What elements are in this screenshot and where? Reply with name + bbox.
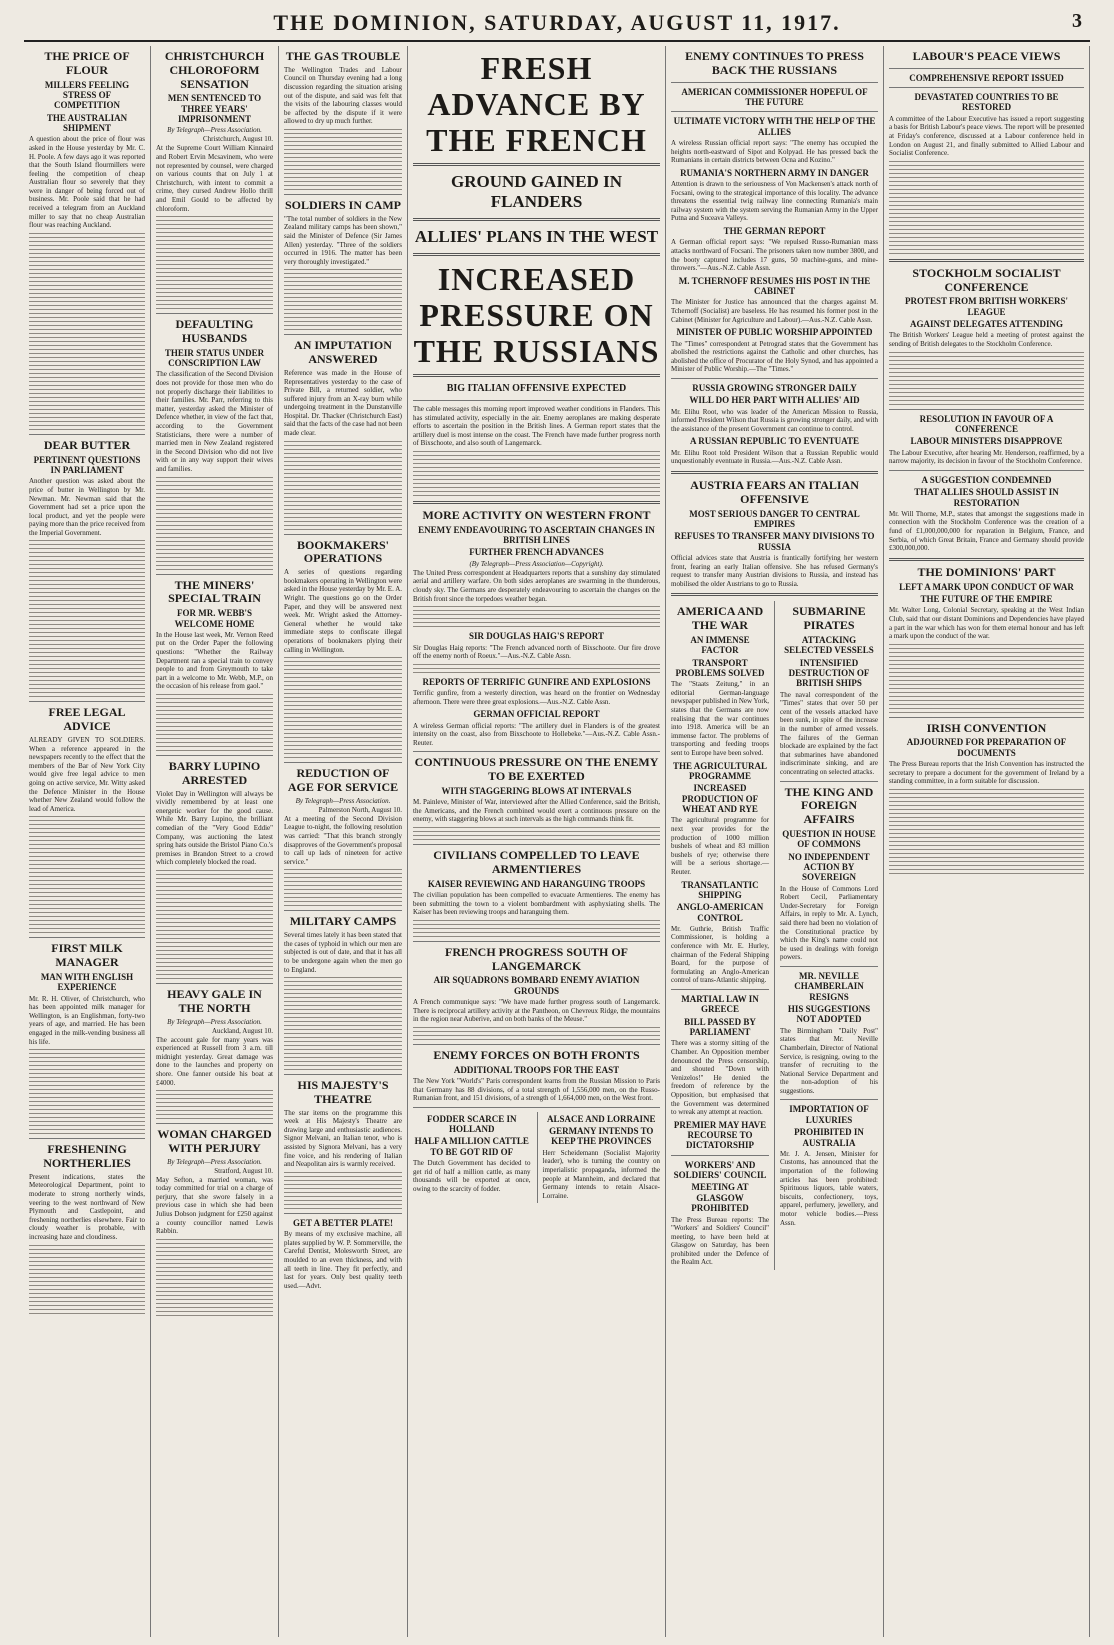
subheadline: WITH STAGGERING BLOWS AT INTERVALS (441, 785, 632, 796)
headline: THE GAS TROUBLE (285, 49, 401, 63)
column-2 (151, 46, 279, 1637)
article-text: At the Supreme Court William Kinnaird and Robert Ervin Mcsavinem, who were not represented by counsel, were charged on various counts that on July 1 at Christchurch, with intent to commit a crime, they cursed Andrew Hollo thrill and Emil Gould to be affected by chloroform. (156, 144, 273, 213)
headline: THE PRICE OF FLOUR (44, 49, 130, 77)
article-text: A series of questions regarding bookmakers operating in Wellington were asked in the House yesterday by Mr. E. A. Wright. The questions go on the Order Paper, and they will be answered next week. Mr. Wright asked the Attorney-General whether he would take immediate steps to confiscate illegal operations of bookmakers plying their calling in Wellington. (284, 568, 403, 654)
main-subheadline: ALLIES' PLANS IN THE WEST (414, 227, 659, 246)
article-text: A question about the price of flour was asked in the House yesterday by Mr. C. H. Poole. A few days ago it was reported that the South Island flourmillers were feeling the competition of cheap Australian flour so severely that they were in danger of being forced out of business. Mr. Poole said that he had received a telegram from an Auckland miller to say that no cheap Australian flour was reaching Auckland. (29, 135, 145, 230)
column-7 (774, 601, 878, 1270)
subheadline: RUMANIA'S NORTHERN ARMY IN DANGER (680, 167, 869, 178)
subheadline: QUESTION IN HOUSE OF COMMONS (782, 828, 876, 850)
byline: By Telegraph—Press Association. (167, 1157, 262, 1166)
article-text: A French communique says: "We have made further progress south of Langemarck. There is reciprocal artillery activity at the Pantheon, on Chevreux Ridge, the mountains in the region near Auberive, and on both banks of the Meuse." (413, 998, 660, 1024)
subheadline: THE AGRICULTURAL PROGRAMME (673, 760, 767, 781)
headline: HEAVY GALE IN THE NORTH (167, 986, 262, 1015)
subheadline: TRANSPORT PROBLEMS SOLVED (675, 657, 765, 678)
article-text: The Labour Executive, after hearing Mr. Henderson, reaffirmed, by a narrow majority, its decision in favour of the Stockholm Conference. (889, 448, 1084, 466)
headline: FRESHENING NORTHERLIES (43, 1142, 131, 1171)
article-text: The United Press correspondent at Headquarters reports that a sunshiny day stimulated aerial and artillery warfare. On both sides aeroplanes are swarming in the thunderous, cloudy sky. The Germans are desperately endeavouring to ascertain the changes on the British front since the torpedoes weather began. (413, 568, 660, 603)
subheadline: INTENSIFIED DESTRUCTION OF BRITISH SHIPS (788, 657, 870, 689)
article-text: Mr. Guthrie, British Traffic Commissioner, is holding a conference with Mr. E. Hurley, chairman of the Federal Shipping Board, for the purpose of formulating an Anglo-American control of trans-Atlantic shipping. (671, 924, 769, 985)
subheadline: RESOLUTION IN FAVOUR OF A CONFERENCE (919, 413, 1054, 434)
subheadline: REFUSES TO TRANSFER MANY DIVISIONS TO RUSSIA (674, 531, 875, 552)
article-text: Several times lately it has been stated that the cases of typhoid in which our men are subjected is out of date, and that it has all to be undergone again when the men go to England. (284, 931, 402, 974)
article-text: Herr Scheidemann (Socialist Majority leader), who is turning the country on imperialistic propaganda, informed the people at Mannheim, and declared that Germany intends to retain Alsace-Lorraine. (542, 1148, 660, 1200)
article-text: Mr. Elihu Root told President Wilson that a Russian Republic would unquestionably eventuate in Russia.—Aus.-N.Z. Cable Assn. (671, 448, 878, 466)
article-text: The star items on the programme this week at His Majesty's Theatre are drawing large and enthusiastic audiences. Signor Melvani, an Italian tenor, who is assisted by Signora Melvani, has a very fine voice, and his rendering of Italian and Neapolitan airs is warmly received. (284, 1108, 402, 1169)
subheadline: AMERICAN COMMISSIONER HOPEFUL OF THE FUTURE (681, 86, 868, 107)
subheadline: MILLERS FEELING STRESS OF COMPETITION (44, 79, 130, 111)
subheadline: HALF A MILLION CATTLE TO BE GOT RID OF (414, 1136, 529, 1157)
article-text: ALREADY GIVEN TO SOLDIERS. When a reference appeared in the newspapers recently to the effect that the members of the Bar of New York City would give free legal advice to men going on active service, Mr. Witty asked the Defence Minister in the House whether New Zealand would follow the lead of America. (29, 736, 145, 813)
subheadline: THEIR STATUS UNDER CONSCRIPTION LAW (164, 347, 265, 369)
column-5b (537, 1112, 661, 1204)
article-text: Mr. R. H. Oliver, of Christchurch, who has been appointed milk manager for Wellington, is an Englishman, forty-two years of age, and married. He has been engaged in the milk-vending business all his life. (29, 994, 145, 1046)
headline: CHRISTCHURCH CHLOROFORM SENSATION (164, 49, 265, 91)
headline: DEAR BUTTER (43, 437, 131, 452)
headline: ENEMY CONTINUES TO PRESS BACK THE RUSSIANS (685, 49, 864, 77)
headline: FREE LEGAL ADVICE (48, 705, 126, 734)
subheadline: A RUSSIAN REPUBLIC TO EVENTUATE (689, 436, 860, 447)
subheadline: PERTINENT QUESTIONS IN PARLIAMENT (33, 454, 141, 475)
headline: ENEMY FORCES ON BOTH FRONTS (433, 1047, 640, 1062)
headline: FIRST MILK MANAGER (51, 941, 123, 970)
subheadline: HIS SUGGESTIONS NOT ADOPTED (787, 1004, 871, 1025)
headline: REDUCTION OF AGE FOR SERVICE (287, 766, 399, 794)
main-subheadline: GROUND GAINED IN FLANDERS (451, 172, 622, 211)
headline: BOOKMAKERS' OPERATIONS (296, 537, 389, 566)
subheadline: MOST SERIOUS DANGER TO CENTRAL EMPIRES (689, 508, 860, 529)
subheadline: RUSSIA GROWING STRONGER DAILY (692, 382, 857, 393)
subheadline: THE FUTURE OF THE EMPIRE (920, 593, 1053, 604)
headline: WOMAN CHARGED WITH PERJURY (157, 1127, 272, 1155)
article-text: The cable messages this morning report improved weather conditions in Flanders. This has stimulated activity, especially in the air. Enemy aeroplanes are making desperate efforts to ascertain the position in the British lines. A German report states that the artillery duel is most intense on the coast. The French have made further progress north of Bixschoote, and also south of Langemarck. (413, 405, 660, 448)
subheadline: AGAINST DELEGATES ATTENDING (909, 319, 1064, 330)
dateline: Christchurch, August 10. (203, 135, 273, 144)
headline: THE MINERS' SPECIAL TRAIN (168, 577, 261, 606)
article-text: In the House of Commons Lord Robert Cecil, Parliamentary Under-Secretary for Foreign Affairs, in reply to Mr. A. Lynch, said there had been no violation of the Constitutional practice by which the King's name could not be used in dealings with foreign powers. (780, 884, 878, 962)
subheadline: COMPREHENSIVE REPORT ISSUED (909, 72, 1064, 83)
headline: DEFAULTING HUSBANDS (175, 317, 254, 345)
article-text: A committee of the Labour Executive has issued a report suggesting a basis for British Labour's peace views. The report will be presented at Friday's conference, discussed at a Labour conference held in London on August 21, and finally submitted to Allied Labour and Socialist Conference. (889, 114, 1084, 158)
subheadline: NO INDEPENDENT ACTION BY SOVEREIGN (788, 851, 870, 883)
subheadline: ADJOURNED FOR PREPARATION OF DOCUMENTS (906, 737, 1067, 758)
byline: By Telegraph—Press Association. (167, 126, 262, 135)
byline: By Telegraph—Press Association. (295, 796, 391, 805)
article-text: A wireless German official reports: "The artillery duel in Flanders is of the greatest intensity on the coast, also from Bixschoote to Hollebeke."—Aus.-N.Z. Cable Assn.-Reuter. (413, 721, 660, 747)
column-1 (24, 46, 151, 1637)
subheadline: WORKERS' AND SOLDIERS' COUNCIL (673, 1159, 767, 1181)
subheadline: TRANSATLANTIC SHIPPING (681, 879, 759, 900)
subheadline: PROHIBITED IN AUSTRALIA (794, 1127, 864, 1148)
subheadline: PROTEST FROM BRITISH WORKERS' LEAGUE (905, 296, 1068, 317)
byline: By Telegraph—Press Association. (167, 1017, 262, 1026)
subheadline: MAN WITH ENGLISH EXPERIENCE (40, 972, 134, 993)
article-text: The Dutch Government has decided to get rid of half a million cattle, as many thousands will be exported at once, owing to the scarcity of fodder. (413, 1159, 531, 1193)
article-text: The civilian population has been compelled to evacuate Armentieres. The enemy has been submitting the town to a violent bombardment with asphyxiating shells. The Kaiser has been reviewing troops and haranguing them. (413, 891, 660, 917)
byline: (By Telegraph—Press Association—Copyright). (469, 559, 604, 568)
article-text: Terrific gunfire, from a westerly direction, was heard on the frontier on Wednesday afternoon. There were three great explosions.—Aus.-N.Z. Cable Assn. (413, 689, 660, 706)
article-text: Attention is drawn to the seriousness of Von Mackensen's attack north of Focsani, owing to the strategical importance of this locality. The advance threatens the essential twig railway line connecting Rumania's main railway system with the system serving the Rumanian Army in the Upper Putna and Suceava Valleys. (671, 180, 878, 223)
subheadline: KAISER REVIEWING AND HARANGUING TROOPS (427, 878, 646, 889)
headline: AMERICA AND THE WAR (676, 604, 764, 633)
article-text: The "Staats Zeitung," in an editorial German-language newspaper published in New York, states that the Germans are now realising that the war continues into 1918. America will be an immense factor. The problems of transporting and feeding troops sent to Europe have been solved. (671, 680, 769, 758)
main-headline: FRESH ADVANCE BY THE FRENCH (426, 50, 647, 158)
advert-headline: GET A BETTER PLATE! (293, 1217, 393, 1228)
headline: LABOUR'S PEACE VIEWS (912, 49, 1061, 63)
headline: AUSTRIA FEARS AN ITALIAN OFFENSIVE (690, 477, 859, 506)
page-number: 3 (1072, 10, 1084, 32)
subheadline: GERMAN OFFICIAL REPORT (473, 709, 600, 720)
headline: SOLDIERS IN CAMP (284, 197, 401, 212)
article-text: The Press Bureau reports that the Irish Convention has instructed the secretary to prepare a document for the government of Ireland by a standing committee, in a form suitable for discussion. (889, 760, 1084, 786)
headline: ALSACE AND LORRAINE (546, 1113, 656, 1124)
article-text: Reference was made in the House of Representatives yesterday to the case of Private Bill, a returned soldier, who suffered injury from an X-ray burn while undergoing treatment in the Dunstanville Hospital. Dr. Thacker (Christchurch East) said that the facts of the case had not been made clear. (284, 368, 402, 438)
masthead-title: THE DOMINION, SATURDAY, AUGUST 11, 1917. (273, 10, 841, 35)
subheadline: INCREASED PRODUCTION OF WHEAT AND RYE (681, 783, 759, 814)
subheadline: ANGLO-AMERICAN CONTROL (676, 902, 764, 923)
main-subheadline: BIG ITALIAN OFFENSIVE EXPECTED (446, 383, 627, 394)
dateline: Stratford, August 10. (214, 1166, 273, 1175)
headline: SUBMARINE PIRATES (792, 604, 866, 633)
article-text: Mr. Walter Long, Colonial Secretary, speaking at the West Indian Club, said that our distant Dominions and Dependencies have played a part in the war which has won for them eternal honour and has left a mark upon the conduct of the war. (889, 606, 1084, 641)
headline: FODDER SCARCE IN HOLLAND (426, 1113, 517, 1135)
article-text: Another question was asked about the price of butter in Wellington by Mr. Newman. Mr. Newman said that the Government had set a price upon the local product, and yet the people were paying more than the price received from the Imperial Government. (29, 477, 145, 537)
headline: THE DOMINIONS' PART (917, 564, 1056, 579)
subheadline: ULTIMATE VICTORY WITH THE HELP OF THE ALLIES (673, 116, 876, 137)
column-4 (408, 46, 666, 1637)
article-text: At a meeting of the Second Division League to-night, the following resolution was carried: "That this branch strongly disapproves of the Government's proposal to call up lads of nineteen for active service." (284, 814, 402, 866)
headline: STOCKHOLM SOCIALIST CONFERENCE (912, 265, 1061, 294)
headline: FRENCH PROGRESS SOUTH OF LANGEMARCK (444, 944, 629, 973)
subheadline: LEFT A MARK UPON CONDUCT OF WAR (899, 581, 1074, 592)
subheadline: AN IMMENSE FACTOR (690, 634, 750, 656)
headline: MILITARY CAMPS (289, 914, 397, 929)
subheadline: SIR DOUGLAS HAIG'S REPORT (469, 631, 604, 642)
subheadline: AIR SQUADRONS BOMBARD ENEMY AVIATION GROUNDS (433, 975, 640, 996)
column-3 (279, 46, 408, 1637)
article-text: Mr. Elihu Root, who was leader of the American Mission to Russia, informed President Wilson that Russia is growing stronger daily, and with the assistance of the present Government can continue to control. (671, 407, 878, 433)
article-text: The "Times" correspondent at Petrograd states that the Government has abolished the restrictions against the Catholic and other churches, has abolished the office of Procurator of the Holy Synod, and has appointed a Minister of Public Worship.—The "Times." (671, 339, 878, 374)
subheadline: MINISTER OF PUBLIC WORSHIP APPOINTED (676, 327, 873, 338)
article-text: May Sefton, a married woman, was today committed for trial on a charge of perjury, that she swore falsely in a previous case in which she had been Julius Dobson judgment for £250 against a county councillor named Lewis Rabbin. (156, 1175, 273, 1236)
article-text: The naval correspondent of the "Times" states that over 50 per cent of the vessels attacked have been sunk, in spite of the increase in the number of armed vessels. The failures of the German blockade are explained by the fact that submarines have abandoned indiscriminate sinking, and are concentrating on selected attacks. (780, 690, 878, 776)
dateline: Palmerston North, August 10. (318, 805, 402, 814)
article-text: M. Painleve, Minister of War, interviewed after the Allied Conference, said the British, the Americans, and the French combined would exert a continuous pressure on the enemy, with staggering blows at such intervals as the high commands think fit. (413, 798, 660, 824)
headline: CONTINUOUS PRESSURE ON THE ENEMY TO BE EXERTED (414, 755, 659, 784)
subheadline: THAT ALLIES SHOULD ASSIST IN RESTORATION (914, 487, 1059, 508)
main-headline: INCREASED PRESSURE ON THE RUSSIANS (413, 261, 660, 369)
article-text: The Wellington Trades and Labour Council on Thursday evening had a long discussion regarding the situation arising out of the dispute, and said was felt that the visits of the labouring classes would be affected by the dispute if it were allowed to dry up much further. (284, 65, 402, 126)
subheadline: ADDITIONAL TROOPS FOR THE EAST (453, 1064, 620, 1075)
article-text: "The total number of soldiers in the New Zealand military camps has been shown," said the Minister of Defence (Sir James Allen) yesterday. "Three of the soldiers occurred in 1916. The matter has been very thoroughly investigated." (284, 214, 402, 266)
subheadline: DEVASTATED COUNTRIES TO BE RESTORED (914, 92, 1059, 113)
subheadline: PREMIER MAY HAVE RECOURSE TO DICTATORSHIP (673, 1119, 767, 1151)
subheadline: WILL DO HER PART WITH ALLIES' AID (689, 395, 860, 406)
subheadline: M. TCHERNOFF RESUMES HIS POST IN THE CABINET (678, 275, 871, 297)
column-6a (671, 601, 769, 1270)
article-text: In the House last week, Mr. Vernon Reed put on the Order Paper the following questions: "Whether the Railway Department ran a special train to convey people to and from Greymouth to take part in a welcome to Mr. Webb, M.P., on the occasion of his release from gaol." (156, 630, 273, 691)
subheadline: IMPORTATION OF LUXURIES (789, 1104, 869, 1125)
article-text: The account gale for many years was experienced at Russell from 3 a.m. till midnight yesterday. Great damage was done to the launches and property on shore. One fanner outside his boat at £4000. (156, 1035, 273, 1087)
column-5 (413, 1112, 531, 1204)
article-text: Mr. Will Thorne, M.P., states that amongst the suggestions made in connection with the Stockholm Conference was the creation of a fund of £1,000,000,000 for reparation in Belgium, France, and Serbia, of which Great Britain, France and Germany should provide £300,000,000. (889, 509, 1084, 553)
subheadline: THE GERMAN REPORT (723, 226, 826, 237)
subheadline: LABOUR MINISTERS DISAPPROVE (910, 436, 1063, 447)
subheadline: ATTACKING SELECTED VESSELS (784, 634, 874, 656)
subheadline: MEETING AT GLASGOW PROHIBITED (691, 1182, 749, 1214)
subheadline: MEN SENTENCED TO THREE YEARS' IMPRISONMENT (167, 93, 262, 125)
subheadline: MARTIAL LAW IN GREECE (681, 994, 759, 1015)
article-text: Present indications, states the Meteorological Department, point to moderate to strong northerly winds, veering to the west northward of New Plymouth and Castlepoint, and freshening northerlies elsewhere. Fair to cloudy weather is probable, with increasing haze and cloudiness. (29, 1172, 145, 1242)
article-text: Mr. J. A. Jensen, Minister for Customs, has announced that the importation of the following articles has been prohibited: Spirituous liquors, table waters, biscuits, confectionery, toys, apparel, perfumery, jewellery, and motor vehicle bodies.—Press Assn. (780, 1149, 878, 1227)
headline: IRISH CONVENTION (926, 720, 1047, 735)
subheadline: MR. NEVILLE CHAMBERLAIN RESIGNS (794, 971, 864, 1002)
subheadline: BILL PASSED BY PARLIAMENT (684, 1016, 756, 1038)
article-text: The Birmingham "Daily Post" states that Mr. Neville Chamberlain, Director of National Service, is resigning, owing to the transfer of recruiting to the National Service Department and the non-adoption of his suggestions. (780, 1026, 878, 1095)
subheadline: FURTHER FRENCH ADVANCES (469, 547, 604, 558)
dateline: Auckland, August 10. (211, 1026, 273, 1035)
article-text: The agricultural programme for next year provides for the production of 1000 million bushels of wheat and 83 million bushels of rye; otherwise there will be a serious shortage.—Reuter. (671, 816, 769, 876)
masthead (24, 6, 1090, 42)
article-text: The Press Bureau reports: The "Workers' and Soldiers' Council" meeting, to have been held at Glasgow on Saturday, has been prohibited under the Defence of the Realm Act. (671, 1215, 769, 1267)
article-text: Sir Douglas Haig reports: "The French advanced north of Bixschoote. Our fire drove off the enemy north of Roeux."—Aus.-N.Z. Cable Assn. (413, 643, 660, 661)
article-text: There was a stormy sitting of the Chamber. An Opposition member denounced the Press censorship, and shouted "Down with Venizelos!" He denied the freedom of reference by the Opposition, but emphasised that the Government was determined to wreak any attempt at reaction. (671, 1039, 769, 1117)
article-text: Violet Day in Wellington will always be vividly remembered by at least one energetic worker for the good cause. While Mr. Barry Lupino, the brilliant comedian of the "Very Good Eddie" Company, was auctioning the latest spring hats outside the Bristol Piano Co.'s premises in Brandon Street to a crowd which completely blocked the road. (156, 789, 273, 867)
headline: BARRY LUPINO ARRESTED (168, 759, 261, 787)
subheadline: A SUGGESTION CONDEMNED (921, 474, 1052, 485)
subheadline: REPORTS OF TERRIFIC GUNFIRE AND EXPLOSIONS (422, 676, 651, 687)
subheadline: THE AUSTRALIAN SHIPMENT (46, 112, 128, 133)
article-text: The New York "World's" Paris correspondent learns from the Russian Mission to Paris that Germany has 88 divisions, of a total strength of 1,556,000 men, on the Russo-Rumanian front, and 151 divisions, of a strength of 1,664,000 men, on the West front. (413, 1077, 660, 1103)
headline: CIVILIANS COMPELLED TO LEAVE ARMENTIERES (433, 848, 640, 876)
article-text: Official advices state that Austria is frantically fortifying her western front, fearing an early Italian offensive. She has refused Germany's request to transfer many Austrian divisions to Russia, and instead has mobilised the older Austrians to go to Russia. (671, 553, 878, 588)
article-text: A wireless Russian official report says: "The enemy has occupied the heights north-eastward of Sipot and Kolpyad. He has pressed back the Rumanians in certain districts between Ocna and Kozino." (671, 138, 878, 165)
article-text: The British Workers' League held a meeting of protest against the sending of British delegates to the Stockholm Conference. (889, 331, 1084, 349)
headline: MORE ACTIVITY ON WESTERN FRONT (422, 507, 651, 522)
column-8 (884, 46, 1090, 1637)
article-text: The classification of the Second Division does not provide for those men who do not properly discharge their liabilities to their families. Mr. Parr, referring to this matter, yesterday asked the Minister of Defence whether, in view of the fact that, according to the Government Statisticians, there were a number of married men in New Zealand registered in the Second Division who did not live with or in any way support their wives and families. (156, 370, 273, 473)
headline: THE KING AND FOREIGN AFFAIRS (784, 784, 874, 827)
subheadline: FOR MR. WEBB'S WELCOME HOME (174, 608, 255, 629)
subheadline: ENEMY ENDEAVOURING TO ASCERTAIN CHANGES IN BRITISH LINES (418, 524, 655, 546)
article-text: The Minister for Justice has announced that the charges against M. Tchernoff (Socialist) are baseless. He has resumed his former post in the Cabinet (Minister for Agriculture and Labour).—Aus.-N.Z. Cable Assn. (671, 298, 878, 324)
headline: AN IMPUTATION ANSWERED (294, 338, 392, 367)
headline: HIS MAJESTY'S THEATRE (297, 1078, 389, 1106)
article-text: A German official report says: "We repulsed Russo-Rumanian mass attacks northward of Focsani. The prisoners taken now number 3800, and the booty captured includes 17 guns, 50 machine-guns, and mine-throwers."—Aus.-N.Z. Cable Assn. (671, 238, 878, 273)
subheadline: GERMANY INTENDS TO KEEP THE PROVINCES (549, 1126, 654, 1147)
column-6 (666, 46, 884, 1637)
advert-text: By means of my exclusive machine, all plates supplied by W. P. Sommerville, the Careful Dentist, Molesworth Street, are moulded to an even thickness, and with all teeth in line. They fit perfectly, and last for years. Only best quality teeth used.—Advt. (284, 1230, 402, 1290)
